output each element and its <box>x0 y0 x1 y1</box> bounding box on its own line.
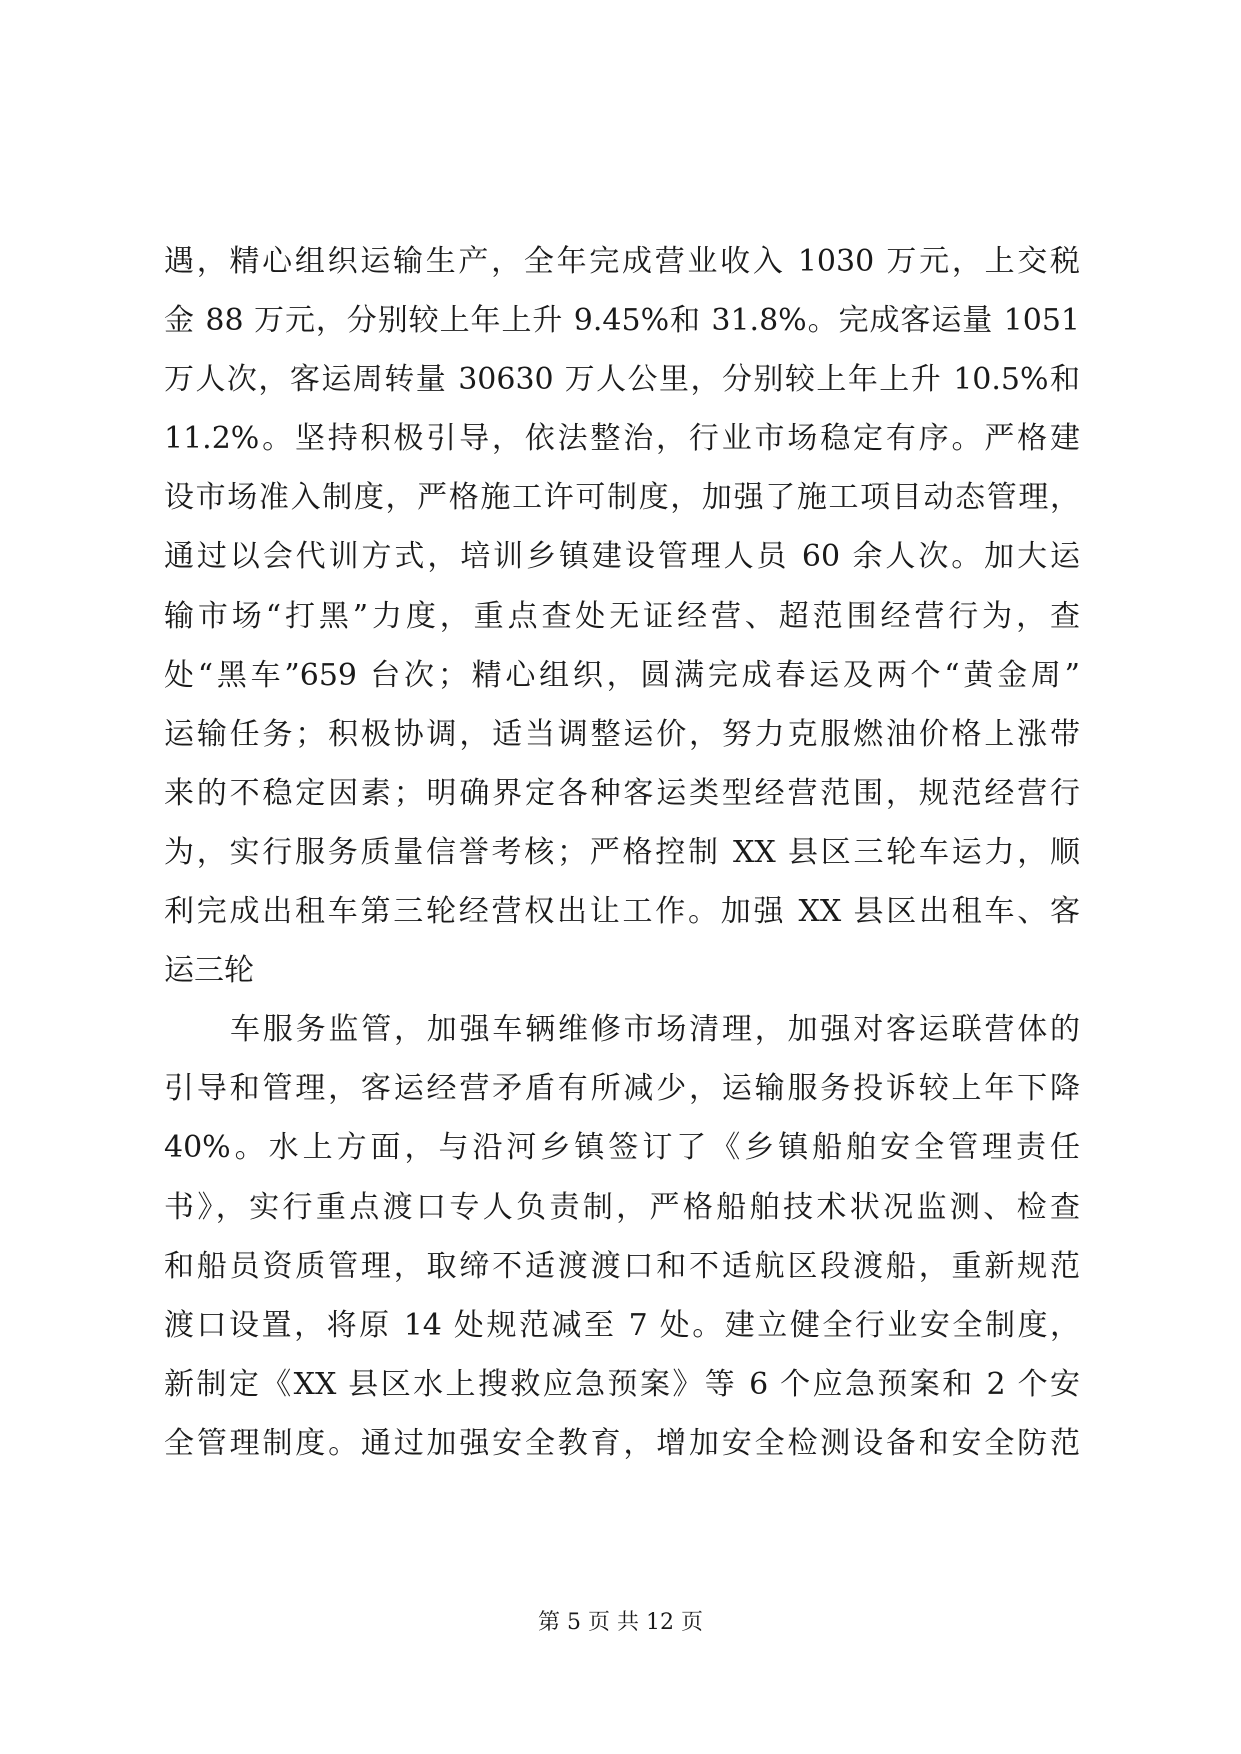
text-line: 来的不稳定因素；明确界定各种客运类型经营范围，规范经营行 <box>164 775 1080 811</box>
text-line: 为，实行服务质量信誉考核；严格控制 XX 县区三轮车运力，顺 <box>164 834 1080 870</box>
text-line: 车服务监管，加强车辆维修市场清理，加强对客运联营体的 <box>230 1012 1080 1048</box>
text-line: 渡口设置，将原 14 处规范减至 7 处。建立健全行业安全制度， <box>164 1307 1080 1343</box>
text-line: 运三轮 <box>164 953 254 989</box>
text-line: 设市场准入制度，严格施工许可制度，加强了施工项目动态管理， <box>164 480 1080 516</box>
text-line: 引导和管理，客运经营矛盾有所减少，运输服务投诉较上年下降 <box>164 1071 1080 1107</box>
text-line: 全管理制度。通过加强安全教育，增加安全检测设备和安全防范 <box>164 1425 1080 1461</box>
text-line: 金 88 万元，分别较上年上升 9.45%和 31.8%。完成客运量 1051 <box>164 303 1080 339</box>
paragraph-1 <box>164 232 1080 1000</box>
text-line: 通过以会代训方式，培训乡镇建设管理人员 60 余人次。加大运 <box>164 539 1080 575</box>
text-line: 利完成出租车第三轮经营权出让工作。加强 XX 县区出租车、客 <box>164 894 1080 930</box>
text-line: 万人次，客运周转量 30630 万人公里，分别较上年上升 10.5%和 <box>164 362 1080 398</box>
text-line: 运输任务；积极协调，适当调整运价，努力克服燃油价格上涨带 <box>164 716 1080 752</box>
text-line: 40%。水上方面，与沿河乡镇签订了《乡镇船舶安全管理责任 <box>164 1130 1080 1166</box>
text-line: 处“黑车”659 台次；精心组织，圆满完成春运及两个“黄金周” <box>164 657 1080 693</box>
text-line: 和船员资质管理，取缔不适渡渡口和不适航区段渡船，重新规范 <box>164 1248 1080 1284</box>
text-line: 输市场“打黑”力度，重点查处无证经营、超范围经营行为，查 <box>164 598 1080 634</box>
page-number-footer: 第 5 页 共 12 页 <box>538 1610 703 1635</box>
text-line: 11.2%。坚持积极引导，依法整治，行业市场稳定有序。严格建 <box>164 421 1080 457</box>
text-line: 新制定《XX 县区水上搜救应急预案》等 6 个应急预案和 2 个安 <box>164 1366 1080 1402</box>
text-line: 遇，精心组织运输生产，全年完成营业收入 1030 万元，上交税 <box>164 244 1080 279</box>
document-body <box>164 232 1080 1473</box>
text-line: 书》，实行重点渡口专人负责制，严格船舶技术状况监测、检查 <box>164 1189 1080 1225</box>
paragraph-2 <box>164 1000 1080 1473</box>
